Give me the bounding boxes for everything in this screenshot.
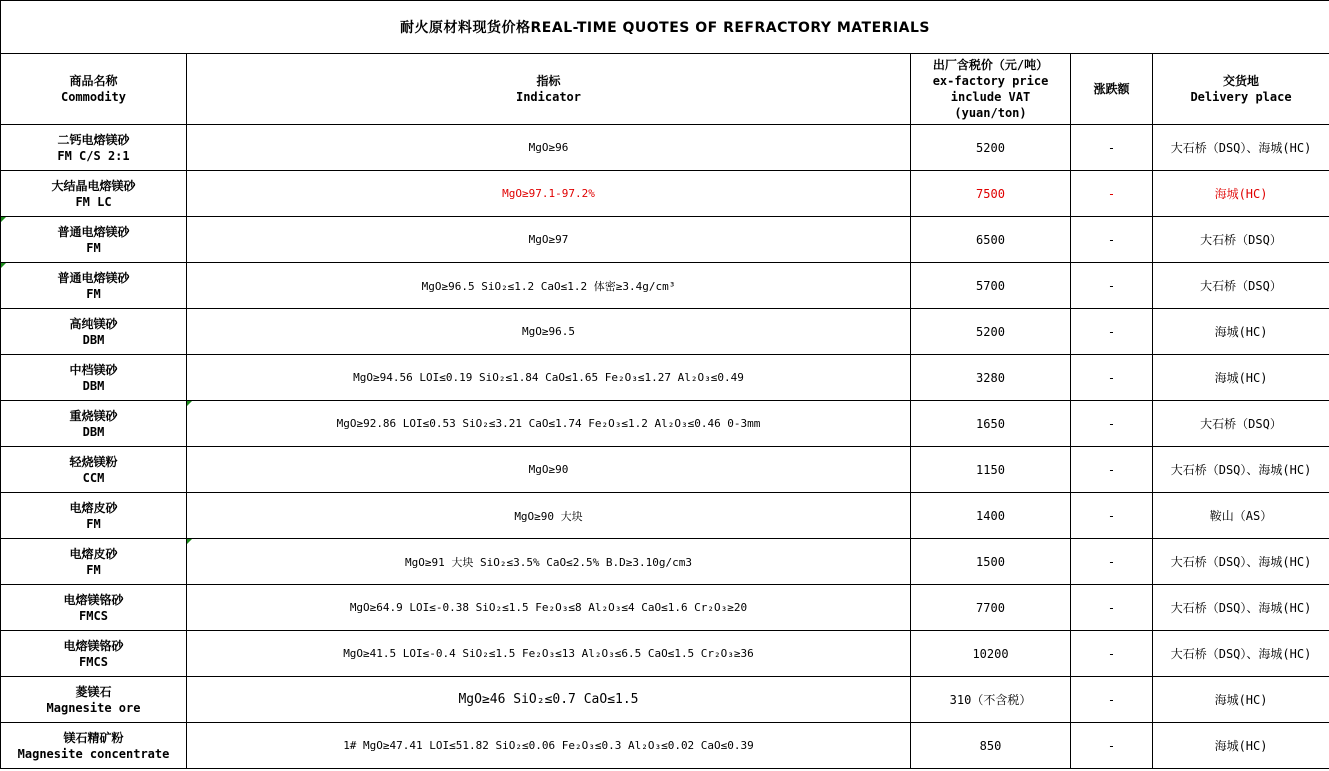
- table-row: [1, 309, 1329, 355]
- commodity-name-cn: 中档镁砂: [69, 362, 118, 377]
- commodity-name-cn: 普通电熔镁砂: [57, 270, 130, 285]
- delivery-place-cell: 大石桥（DSQ）、海城(HC): [1153, 447, 1329, 493]
- delivery-place-cell: 海城(HC): [1153, 355, 1329, 401]
- commodity-cell: [1, 171, 187, 217]
- indicator-cell: MgO≥97: [187, 217, 911, 263]
- change-cell: -: [1071, 171, 1153, 217]
- commodity-name-en: FM: [86, 240, 101, 255]
- header-place-en: Delivery place: [1190, 90, 1292, 104]
- indicator-cell: MgO≥90 大块: [187, 493, 911, 539]
- indicator-cell: 1# MgO≥47.41 LOI≤51.82 SiO₂≤0.06 Fe₂O₃≤0.3 Al₂O₃≤0.02 CaO≤0.39: [187, 723, 911, 769]
- delivery-place-cell: 大石桥（DSQ）、海城(HC): [1153, 631, 1329, 677]
- indicator-cell: MgO≥92.86 LOI≤0.53 SiO₂≤3.21 CaO≤1.74 Fe₂O₃≤1.2 Al₂O₃≤0.46 0-3mm: [187, 401, 911, 447]
- price-cell: 10200: [911, 631, 1071, 677]
- table-row: [1, 493, 1329, 539]
- commodity-name-en: FM: [86, 562, 101, 577]
- change-cell: -: [1071, 493, 1153, 539]
- delivery-place-cell: 海城(HC): [1153, 677, 1329, 723]
- table-row: [1, 539, 1329, 585]
- header-place-cn: 交货地: [1223, 74, 1260, 88]
- indicator-cell: MgO≥96: [187, 125, 911, 171]
- commodity-cell: [1, 539, 187, 585]
- commodity-name-cn: 二钙电熔镁砂: [57, 132, 130, 147]
- commodity-cell: [1, 125, 187, 171]
- commodity-name-en: FM: [86, 286, 101, 301]
- change-cell: -: [1071, 125, 1153, 171]
- indicator-cell: MgO≥97.1-97.2%: [187, 171, 911, 217]
- change-cell: -: [1071, 217, 1153, 263]
- price-cell: 1650: [911, 401, 1071, 447]
- header-price-line4: (yuan/ton): [954, 106, 1027, 120]
- price-cell: 3280: [911, 355, 1071, 401]
- header-price-line2: ex-factory price: [932, 74, 1049, 88]
- indicator-cell: MgO≥96.5: [187, 309, 911, 355]
- header-change: 涨跌额: [1071, 54, 1153, 125]
- indicator-cell: MgO≥64.9 LOI≤-0.38 SiO₂≤1.5 Fe₂O₃≤8 Al₂O₃≤4 CaO≤1.6 Cr₂O₃≥20: [187, 585, 911, 631]
- indicator-cell: MgO≥46 SiO₂≤0.7 CaO≤1.5: [187, 677, 911, 723]
- cell-comment-marker: [1, 217, 6, 222]
- commodity-cell: [1, 447, 187, 493]
- indicator-cell: MgO≥91 大块 SiO₂≤3.5% CaO≤2.5% B.D≥3.10g/cm3: [187, 539, 911, 585]
- commodity-name-en: Magnesite concentrate: [17, 746, 170, 761]
- commodity-name-en: FMCS: [79, 608, 108, 623]
- commodity-name-cn: 镁石精矿粉: [63, 730, 124, 745]
- commodity-name-cn: 普通电熔镁砂: [57, 224, 130, 239]
- header-indicator: [187, 54, 911, 125]
- change-cell: -: [1071, 309, 1153, 355]
- price-cell: 1400: [911, 493, 1071, 539]
- header-place: [1153, 54, 1329, 125]
- commodity-name-cn: 电熔镁铬砂: [63, 592, 124, 607]
- commodity-name-cn: 电熔镁铬砂: [63, 638, 124, 653]
- change-cell: -: [1071, 447, 1153, 493]
- commodity-cell: [1, 309, 187, 355]
- commodity-name-en: CCM: [82, 470, 105, 485]
- table-title: 耐火原材料现货价格REAL-TIME QUOTES OF REFRACTORY MATERIALS: [1, 1, 1329, 54]
- commodity-name-cn: 轻烧镁粉: [69, 454, 118, 469]
- commodity-name-en: FM LC: [75, 194, 112, 209]
- table-row: [1, 263, 1329, 309]
- price-cell: 7700: [911, 585, 1071, 631]
- header-price-line3: include VAT: [950, 90, 1031, 104]
- indicator-cell: MgO≥94.56 LOI≤0.19 SiO₂≤1.84 CaO≤1.65 Fe₂O₃≤1.27 Al₂O₃≤0.49: [187, 355, 911, 401]
- indicator-cell: MgO≥96.5 SiO₂≤1.2 CaO≤1.2 体密≥3.4g/cm³: [187, 263, 911, 309]
- delivery-place-cell: 大石桥（DSQ）、海城(HC): [1153, 125, 1329, 171]
- commodity-cell: [1, 631, 187, 677]
- commodity-cell: [1, 585, 187, 631]
- commodity-name-cn: 电熔皮砂: [69, 546, 118, 561]
- commodity-name-cn: 重烧镁砂: [69, 408, 118, 423]
- table-row: [1, 401, 1329, 447]
- delivery-place-cell: 大石桥（DSQ）: [1153, 263, 1329, 309]
- header-indicator-cn: 指标: [536, 74, 561, 88]
- header-indicator-en: Indicator: [515, 90, 582, 104]
- commodity-name-en: FM C/S 2:1: [57, 148, 130, 163]
- delivery-place-cell: 海城(HC): [1153, 723, 1329, 769]
- commodity-cell: [1, 263, 187, 309]
- cell-comment-marker: [187, 401, 192, 406]
- commodity-name-cn: 电熔皮砂: [69, 500, 118, 515]
- commodity-cell: [1, 677, 187, 723]
- table-row: [1, 677, 1329, 723]
- header-commodity-cn: 商品名称: [69, 74, 118, 88]
- cell-comment-marker: [187, 539, 192, 544]
- header-price-line1: 出厂含税价（元/吨）: [932, 58, 1049, 72]
- price-cell: 310（不含税）: [911, 677, 1071, 723]
- price-cell: 850: [911, 723, 1071, 769]
- commodity-name-cn: 菱镁石: [75, 684, 112, 699]
- commodity-name-en: DBM: [82, 378, 105, 393]
- delivery-place-cell: 大石桥（DSQ）、海城(HC): [1153, 539, 1329, 585]
- change-cell: -: [1071, 355, 1153, 401]
- commodity-cell: [1, 723, 187, 769]
- change-cell: -: [1071, 401, 1153, 447]
- change-cell: -: [1071, 539, 1153, 585]
- commodity-name-cn: 高纯镁砂: [69, 316, 118, 331]
- indicator-cell: MgO≥90: [187, 447, 911, 493]
- delivery-place-cell: 大石桥（DSQ）、海城(HC): [1153, 585, 1329, 631]
- commodity-cell: [1, 217, 187, 263]
- commodity-name-en: DBM: [82, 424, 105, 439]
- table-row: [1, 631, 1329, 677]
- delivery-place-cell: 大石桥（DSQ）: [1153, 217, 1329, 263]
- commodity-name-cn: 大结晶电熔镁砂: [51, 178, 136, 193]
- commodity-name-en: FM: [86, 516, 101, 531]
- price-cell: 5200: [911, 309, 1071, 355]
- commodity-cell: [1, 401, 187, 447]
- delivery-place-cell: 海城(HC): [1153, 171, 1329, 217]
- price-cell: 5200: [911, 125, 1071, 171]
- indicator-cell: MgO≥41.5 LOI≤-0.4 SiO₂≤1.5 Fe₂O₃≤13 Al₂O₃≤6.5 CaO≤1.5 Cr₂O₃≥36: [187, 631, 911, 677]
- delivery-place-cell: 大石桥（DSQ）: [1153, 401, 1329, 447]
- commodity-cell: [1, 493, 187, 539]
- change-cell: -: [1071, 631, 1153, 677]
- table-body: [1, 125, 1329, 769]
- table-row: [1, 723, 1329, 769]
- commodity-cell: [1, 355, 187, 401]
- price-cell: 1500: [911, 539, 1071, 585]
- header-commodity: [1, 54, 187, 125]
- price-cell: 6500: [911, 217, 1071, 263]
- table-row: [1, 355, 1329, 401]
- commodity-name-en: FMCS: [79, 654, 108, 669]
- change-cell: -: [1071, 677, 1153, 723]
- price-cell: 1150: [911, 447, 1071, 493]
- commodity-name-en: Magnesite ore: [46, 700, 141, 715]
- delivery-place-cell: 海城(HC): [1153, 309, 1329, 355]
- table-row: [1, 171, 1329, 217]
- commodity-name-en: DBM: [82, 332, 105, 347]
- header-commodity-en: Commodity: [60, 90, 127, 104]
- table-row: [1, 125, 1329, 171]
- table-row: [1, 585, 1329, 631]
- change-cell: -: [1071, 723, 1153, 769]
- table-row: [1, 217, 1329, 263]
- price-cell: 7500: [911, 171, 1071, 217]
- change-cell: -: [1071, 263, 1153, 309]
- table-row: [1, 447, 1329, 493]
- header-price: [911, 54, 1071, 125]
- change-cell: -: [1071, 585, 1153, 631]
- cell-comment-marker: [1, 263, 6, 268]
- price-cell: 5700: [911, 263, 1071, 309]
- delivery-place-cell: 鞍山（AS）: [1153, 493, 1329, 539]
